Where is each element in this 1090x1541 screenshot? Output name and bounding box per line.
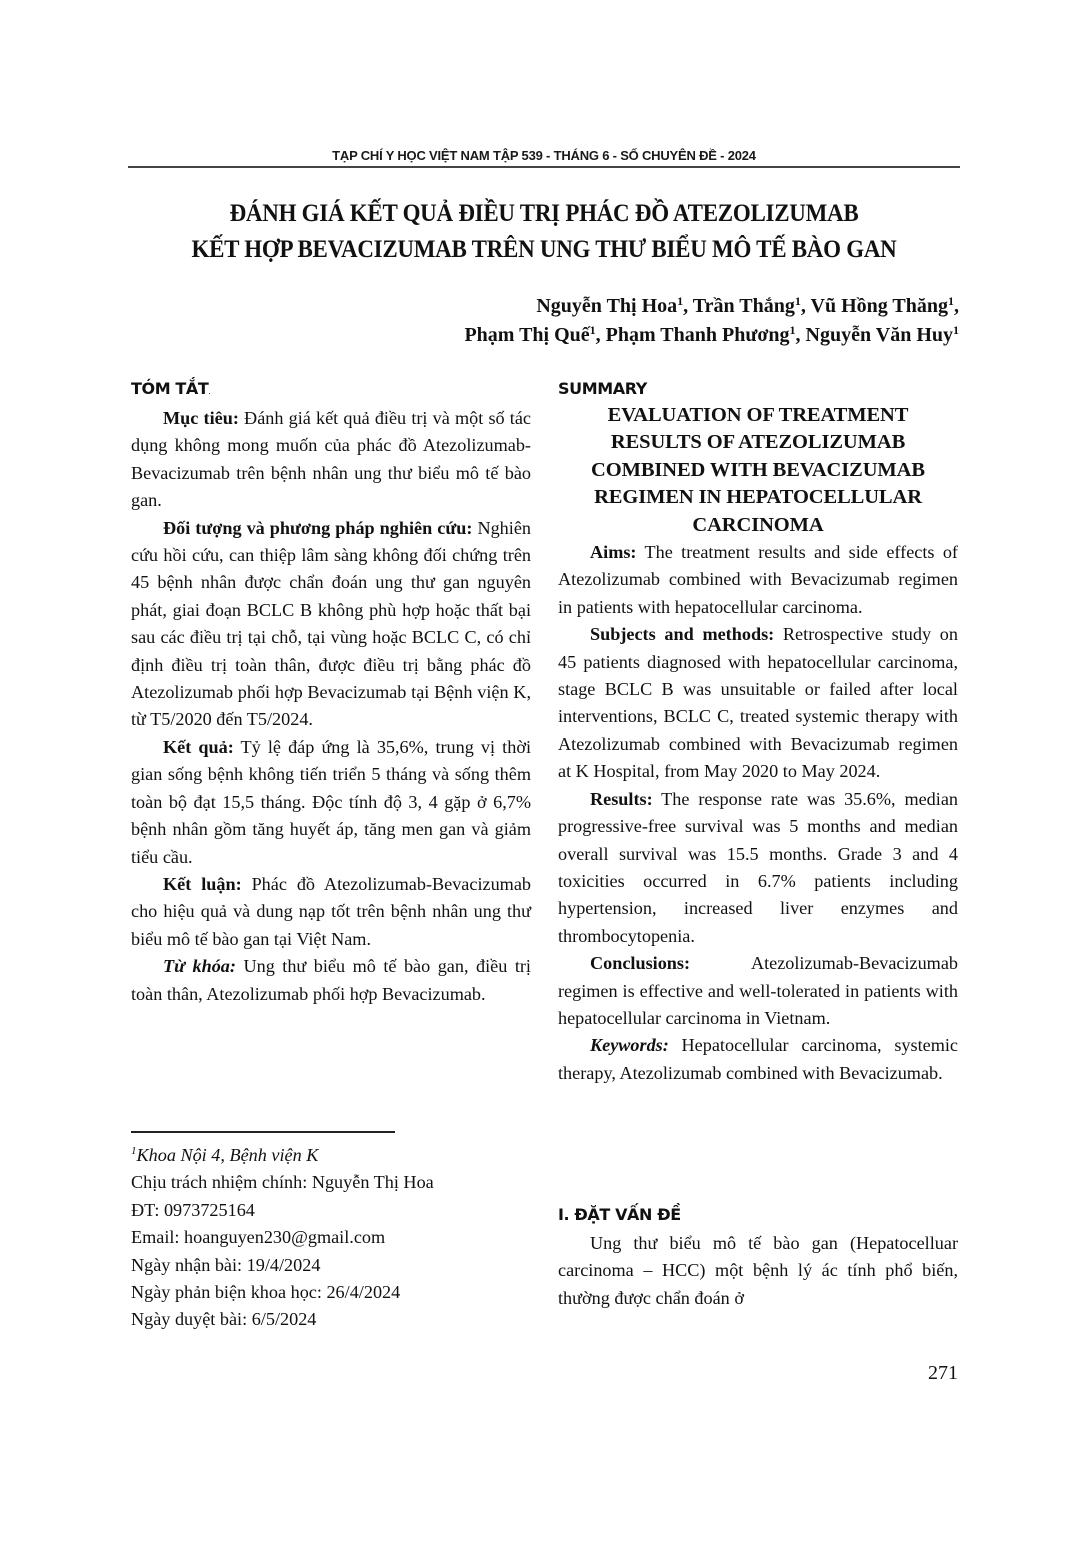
footnote-affiliation [131,1142,531,1169]
author-list [259,292,959,350]
summary-keywords [558,1032,958,1087]
section-heading-introduction: I. ĐẶT VẤN ĐỀ [558,1205,681,1224]
affiliation-mark: 1 [131,1145,137,1157]
section-heading-tom-tat [131,376,531,405]
aims-label: Aims: [590,542,637,563]
author-affiliation-mark: 1 [794,294,801,308]
results-label: Kết quả: [163,736,234,757]
keywords-label: Từ khóa: [163,956,236,977]
aims-text: The treatment results and side effects of Atezolizumab combined with Bevacizumab regimen in patients with hepatocellular carcinoma. [558,542,958,617]
author-name: Trần Thắng [692,295,795,317]
conclusion-label: Kết luận: [163,873,242,894]
footnote-rule [131,1131,395,1133]
introduction-body [558,1230,958,1312]
objective-text: Đánh giá kết quả điều trị và một số tác dụng không mong muốn của phác đồ Atezolizumab-Bevacizumab trên bệnh nhân ung thư biểu mô tế bào gan. [131,408,531,511]
methods-label: Subjects and methods: [590,624,775,645]
author-name: Phạm Thanh Phương [605,324,790,346]
author-affiliation-mark: 1 [677,294,684,308]
section-heading-summary: SUMMARY [558,379,647,398]
english-title-line: EVALUATION OF TREATMENT [607,404,909,426]
results-text: Tỷ lệ đáp ứng là 35,6%, trung vị thời gian sống bệnh không tiến triển 5 tháng và sống thêm toàn bộ đạt 15,5 tháng. Độc tính độ 3, 4 gặp ở 6,7% bệnh nhân gồm tăng huyết áp, tăng men gan và giảm tiểu cầu. [131,736,532,867]
methods-text: Retrospective study on 45 patients diagnosed with hepatocellular carcinoma, stage BCLC B was unsuitable or failed after local interventions, BCLC C, treated systemic therapy with Atezolizumab combined with Bevacizumab regimen at K Hospital, from May 2020 to May 2024. [558,624,958,782]
abstract-methods [131,515,531,734]
author-separator: , [683,295,693,317]
summary-aims [558,539,958,621]
methods-label: Đối tượng và phương pháp nghiên cứu: [163,517,473,538]
english-title-line: COMBINED WITH BEVACIZUMAB [591,458,925,481]
summary-methods [558,621,958,785]
introduction-paragraph: Ung thư biểu mô tế bào gan (Hepatocelluar carcinoma – HCC) một bệnh lý ác tính phổ biến, thường được chẩn đoán ở [558,1233,958,1308]
abstract-conclusion [131,871,531,953]
abstract-results [131,734,531,871]
running-header: TẠP CHÍ Y HỌC VIỆT NAM TẬP 539 - THÁNG 6 - SỐ CHUYÊN ĐỀ - 2024 [332,148,756,163]
conclusion-text: Phác đồ Atezolizumab-Bevacizumab cho hiệu quả và dung nạp tốt trên bệnh nhân ung thư biểu mô tế bào gan tại Việt Nam. [131,873,531,949]
footnote-phone: ĐT: 0973725164 [131,1199,255,1220]
footnote-review-date: Ngày phản biện khoa học: 26/4/2024 [131,1282,401,1303]
author-line-1 [259,292,959,321]
methods-text: Nghiên cứu hồi cứu, can thiệp lâm sàng không đối chứng trên 45 bệnh nhân được chẩn đoán ung thư gan nguyên phát, giai đoạn BCLC B không phù hợp hoặc thất bại sau các điều trị tại chỗ, tại vùng hoặc BCLC C, có chỉ định điều trị toàn thân, được điều trị bằng phác đồ Atezolizumab phối hợp Bevacizumab tại Bệnh viện K, từ T5/2020 đến T5/2024. [131,517,531,730]
author-affiliation-mark: 1 [948,294,954,308]
abstract-english [558,376,958,1087]
author-name: Vũ Hồng Thăng [810,295,948,317]
author-line-2 [259,321,959,350]
keywords-text: Ung thư biểu mô tế bào gan, điều trị toàn thân, Atezolizumab phối hợp Bevacizumab. [131,956,531,1004]
keywords-label: Keywords: [590,1035,669,1056]
title-line-2: KẾT HỢP BEVACIZUMAB TRÊN UNG THƯ BIỂU MÔ TẾ BÀO GAN [191,236,897,263]
heading-suffix: . [208,387,211,396]
keywords-text: Hepatocellular carcinoma, systemic therapy, Atezolizumab combined with Bevacizumab. [558,1035,958,1083]
english-title-line: REGIMEN IN HEPATOCELLULAR [594,486,922,509]
footnote-corresponding-author: Chịu trách nhiệm chính: Nguyễn Thị Hoa [131,1172,434,1193]
abstract-keywords [131,953,531,1008]
author-name: Nguyễn Văn Huy [805,324,953,346]
summary-results [558,786,958,950]
affiliation-text: Khoa Nội 4, Bệnh viện K [136,1145,319,1165]
results-text: The response rate was 35.6%, median progressive-free survival was 5 months and median overall survival was 15.5 months. Grade 3 and 4 toxicities occurred in 6.7% patients including hypertension, increased liver enzymes and thrombocytopenia. [558,788,958,946]
footnote-received-date: Ngày nhận bài: 19/4/2024 [131,1254,321,1275]
article-title [161,196,926,268]
author-separator: , [595,324,606,346]
header-rule [128,166,960,168]
english-title-line: RESULTS OF ATEZOLIZUMAB [610,431,906,454]
author-affiliation-mark: 1 [589,323,596,337]
footnote-email: Email: hoanguyen230@gmail.com [131,1227,386,1248]
author-separator: , [800,295,811,317]
objective-label: Mục tiêu: [163,408,239,428]
author-name: Nguyễn Thị Hoa [536,295,678,317]
page-number: 271 [928,1362,958,1384]
english-title-line: CARCINOMA [692,513,824,536]
results-label: Results: [590,788,653,809]
footnote-accepted-date: Ngày duyệt bài: 6/5/2024 [131,1309,317,1330]
heading-text: TÓM TẮT [131,379,209,398]
author-affiliation-mark: 1 [953,323,959,337]
abstract-objective [131,405,531,515]
author-separator: , [795,324,806,346]
conclusions-label: Conclusions: [590,953,691,974]
title-line-1: ĐÁNH GIÁ KẾT QUẢ ĐIỀU TRỊ PHÁC ĐỒ ATEZOLIZUMAB [229,200,859,227]
footnotes [131,1142,531,1334]
english-title [558,402,958,539]
abstract-vietnamese [131,376,531,1008]
author-name: Phạm Thị Quế [464,324,590,346]
conclusions-text: Atezolizumab-Bevacizumab regimen is effective and well-tolerated in patients with hepatocellular carcinoma in Vietnam. [558,953,958,1028]
author-separator: , [954,295,959,317]
author-affiliation-mark: 1 [789,323,796,337]
summary-conclusions [558,950,958,1032]
